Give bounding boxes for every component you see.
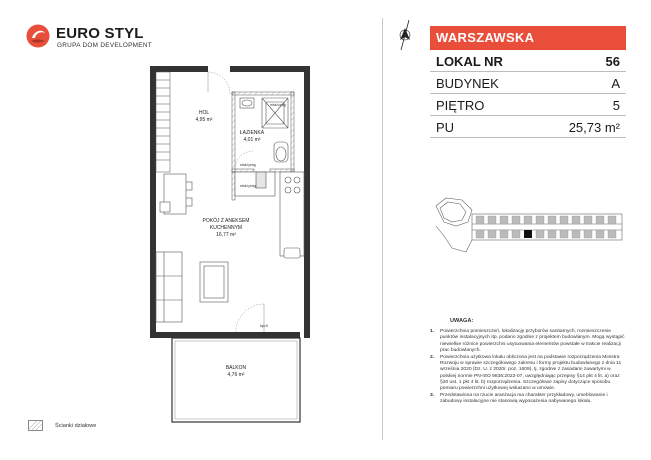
stair-hatch [156,72,170,172]
info-label: PU [436,120,455,135]
info-row-pu [430,116,626,138]
entrance-door [208,72,230,94]
north-arrow-icon [394,18,416,52]
room-balkon-area: 4,76 m² [227,372,245,378]
legend-label: Ścianki działowe [55,423,97,429]
room-hol-name: HOL [198,110,210,116]
info-row-budynek [430,72,626,94]
info-value: 56 [605,54,620,69]
brand-name: EURO STYL [56,25,144,42]
selected-unit-marker [524,230,532,238]
threshold-label-2: niski próg [240,163,256,167]
brand-logo [26,24,156,52]
floor-plan-drawing [140,62,335,424]
note-number: 1. [430,329,435,335]
note-text: Powierzchnia pomieszczeń, lokalizację przyborów sanitarnych, rozmieszczenie punktów instalacyjnych itp. podano zgodnie z projektem budowlanym. Mogą wystąpić niewielkie różnice powierzchni usytuowania elementów powstałe w trakcie realizacji prac budowlanych. [440,329,625,353]
note-text: Powierzchnia użytkowa lokalu obliczona jest na podstawie rozporządzenia Ministra Rozwoju w sprawie szczegółowego zakresu i formy projektu budowlanego z dnia 11 września 2020 (Dz. U. z 2020r. poz. 1609), tj. zgodnie z zasadami zawartymi w polskiej normie PN-ISO 9836:2022-07, uwzględniając przepisy §14 pkt 4 lit. a) oraz §20 ust. 1 pkt 4 lit. b) rozporządzenia. Szczegółowe zapisy dotyczące sposobu pomiaru powierzchni użytkowej wskazano w umowie. [440,355,622,392]
info-value: 5 [612,98,620,113]
info-value: A [611,76,620,91]
notes-title: UWAGA: [450,318,474,324]
info-label: PIĘTRO [436,98,485,113]
threshold-label-3: niski próg [240,184,256,188]
notes [430,318,626,407]
info-value: 25,73 m² [568,120,620,135]
room-lazienka-area: 4,01 m² [243,137,261,143]
balcony [172,338,300,422]
city-title: WARSZAWSKA [430,26,626,50]
note-item [430,329,626,354]
note-text: Przedstawiona na rzucie aranżacja ma charakter przykładowy, umeblowanie i zabudowy instalacyjne nie stanowią wyposażenia nabywanego lokalu. [440,393,608,405]
room-pokoj-name2: KUCHENNYM [209,225,243,231]
info-row-pietro [430,94,626,116]
info-label: LOKAL NR [436,54,503,69]
unit-info-panel [430,26,626,138]
threshold-label-1: niski próg [270,103,286,107]
floor-plan [140,62,335,424]
brand-mark-icon [26,24,50,48]
room-pokoj-area: 16,77 m² [216,232,236,238]
room-pokoj-name: POKÓJ Z ANEKSEM [202,218,250,224]
partition-hatch-icon [28,420,43,431]
note-item [430,355,626,392]
room-lazienka-name: ŁAZIENKA [239,130,265,136]
note-number: 2. [430,355,435,361]
room-hol-area: 4,95 m² [195,117,213,123]
vertical-divider [382,18,383,440]
note-number: 3. [430,393,435,399]
building-key-plan [432,192,628,264]
info-label: BUDYNEK [436,76,499,91]
info-row-lokal [430,50,626,72]
hp-label: hp=0 [259,324,269,328]
note-item [430,393,626,405]
brand-subtitle: GRUPA DOM DEVELOPMENT [57,42,152,49]
room-balkon-name: BALKON [225,365,247,371]
